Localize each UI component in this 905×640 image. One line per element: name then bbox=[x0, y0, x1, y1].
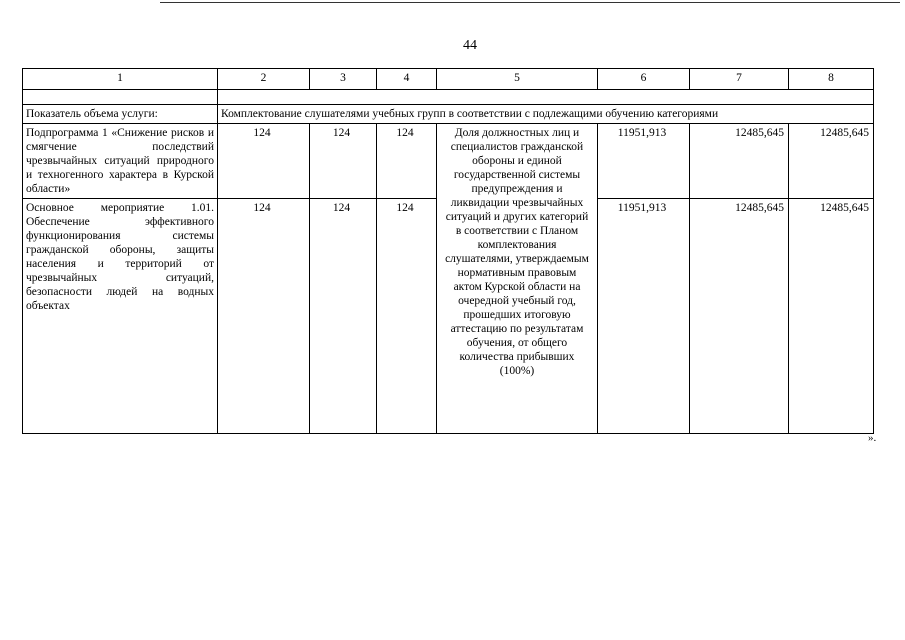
row-name: Подпрограмма 1 «Снижение рисков и смягчение последствий чрезвычайных ситуаций природного и техногенного характера в Курской области» bbox=[23, 124, 218, 199]
header-row bbox=[23, 69, 874, 90]
row-value-col7: 12485,645 bbox=[690, 124, 789, 199]
header-cell-5: 5 bbox=[437, 69, 598, 90]
row-value-col6: 11951,913 bbox=[598, 124, 690, 199]
indicator-description: Доля должностных лиц и специалистов гражданской обороны и единой государственной системы предупреждения и ликвидации чрезвычайных ситуаций и других категорий в соответствии с Планом комплектования слушателями, утверждаемым нормативным правовым актом Курской области на очередной учебный год, прошедших итоговую аттестацию по результатам обучения, от общего количества прибывших (100%) bbox=[437, 124, 598, 434]
header-cell-3: 3 bbox=[310, 69, 377, 90]
spacer-cell-1 bbox=[23, 90, 218, 105]
row-value-col3: 124 bbox=[310, 199, 377, 434]
indicator-label: Показатель объема услуги: bbox=[23, 105, 218, 124]
table-row bbox=[23, 124, 874, 199]
data-table bbox=[22, 68, 874, 434]
row-value-col8: 12485,645 bbox=[789, 124, 874, 199]
spacer-row bbox=[23, 90, 874, 105]
row-value-col6: 11951,913 bbox=[598, 199, 690, 434]
header-cell-1: 1 bbox=[23, 69, 218, 90]
header-cell-2: 2 bbox=[218, 69, 310, 90]
indicator-value: Комплектование слушателями учебных групп в соответствии с подлежащими обучению категориями bbox=[218, 105, 874, 124]
row-value-col3: 124 bbox=[310, 124, 377, 199]
header-cell-8: 8 bbox=[789, 69, 874, 90]
header-cell-6: 6 bbox=[598, 69, 690, 90]
row-value-col4: 124 bbox=[377, 124, 437, 199]
row-value-col4: 124 bbox=[377, 199, 437, 434]
closing-quote-mark: ». bbox=[868, 432, 877, 444]
row-name: Основное мероприятие 1.01. Обеспечение эффективного функционирования системы гражданской обороны, защиты населения и территорий от чрезвычайных ситуаций, безопасности людей на водных объектах bbox=[23, 199, 218, 434]
header-cell-4: 4 bbox=[377, 69, 437, 90]
header-cell-7: 7 bbox=[690, 69, 789, 90]
row-value-col2: 124 bbox=[218, 124, 310, 199]
row-value-col8: 12485,645 bbox=[789, 199, 874, 434]
page-number: 44 bbox=[463, 38, 477, 53]
row-value-col2: 124 bbox=[218, 199, 310, 434]
top-rule bbox=[160, 2, 900, 3]
row-value-col7: 12485,645 bbox=[690, 199, 789, 434]
spacer-cell-rest bbox=[218, 90, 874, 105]
indicator-row bbox=[23, 105, 874, 124]
